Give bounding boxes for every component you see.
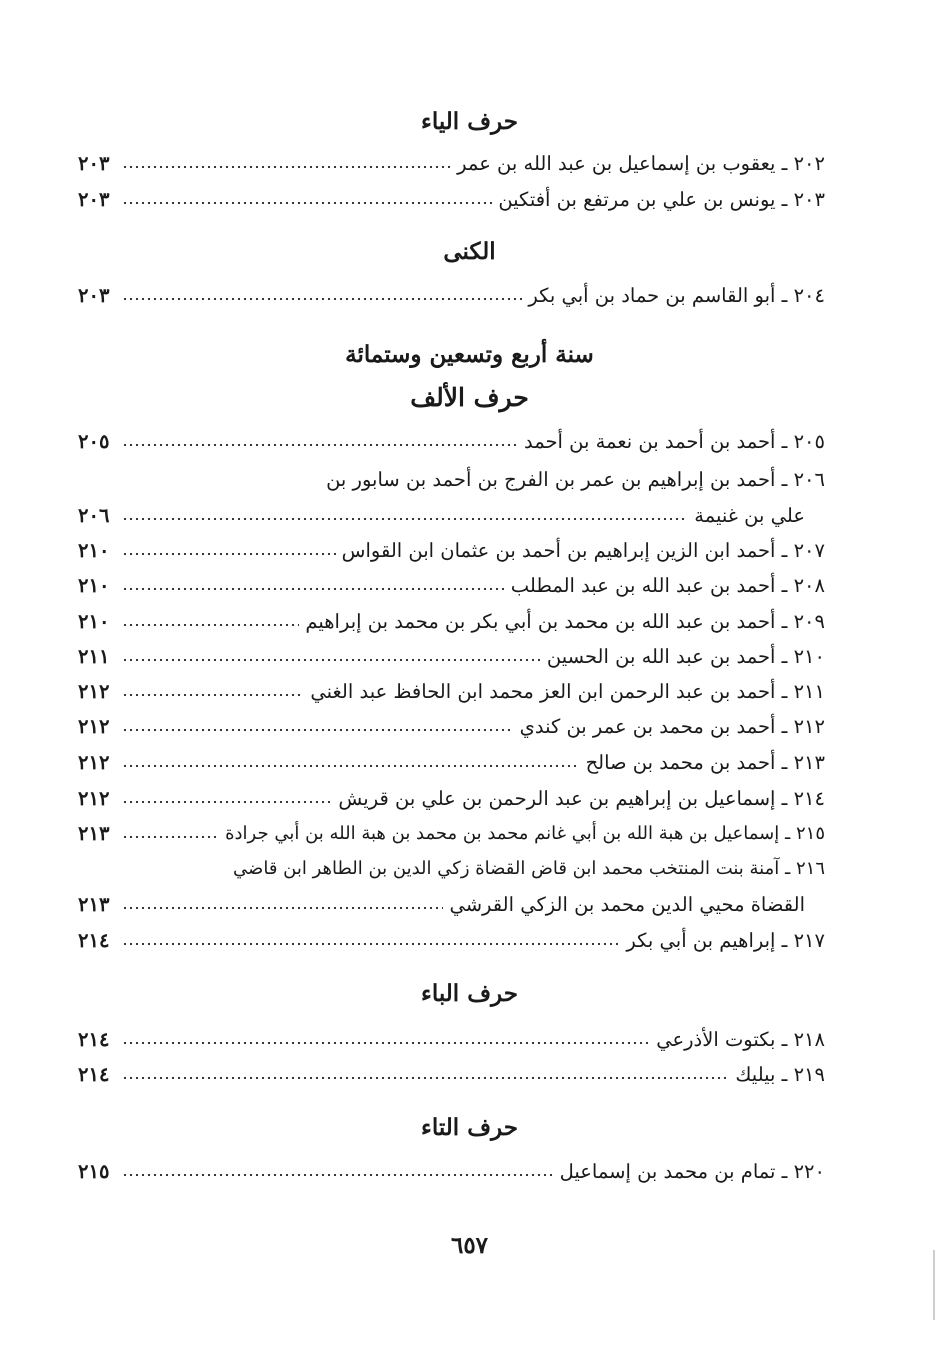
entry-title: ٢١٦ ـ آمنة بنت المنتخب محمد ابن قاض القضاة زكي الدين بن الطاهر ابن قاضي (233, 858, 825, 879)
section-heading-ya: حرف الياء (421, 108, 518, 135)
entry-page: ٢٠٣ (78, 152, 110, 175)
entry-page: ٢٠٥ (78, 430, 110, 453)
entry-page: ٢١٠ (78, 574, 110, 597)
entry-title: ٢١٤ ـ إسماعيل بن إبراهيم بن عبد الرحمن بن علي بن قريش (338, 787, 825, 810)
entry-page: ٢١٤ (78, 1028, 110, 1051)
section-heading-alif: حرف الألف (410, 383, 529, 412)
entry-title: ٢١٢ ـ أحمد بن محمد بن عمر بن كندي (519, 715, 825, 738)
dot-leader (122, 904, 443, 912)
dot-leader (122, 656, 541, 664)
entry-page: ٢١٣ (78, 822, 110, 845)
entry-title: ٢١٨ ـ بكتوت الأذرعي (656, 1028, 825, 1051)
page-number: ٦٥٧ (450, 1232, 489, 1259)
toc-entry-212 (78, 711, 825, 743)
entry-title: ٢٠٣ ـ يونس بن علي بن مرتفع بن أفتكين (498, 188, 825, 211)
section-heading-ta: حرف التاء (421, 1114, 518, 1141)
dot-leader (122, 441, 518, 449)
toc-entry-210 (78, 641, 825, 673)
dot-leader (122, 940, 620, 948)
toc-entry-206 (150, 464, 825, 496)
toc-entry-215 (78, 818, 825, 850)
entry-page: ٢٠٣ (78, 284, 110, 307)
entry-page: ٢١٢ (78, 715, 110, 738)
dot-leader (122, 762, 580, 770)
entry-title: ٢١٥ ـ إسماعيل بن هبة الله بن أبي غانم محمد بن محمد بن هبة الله بن أبي جرادة (225, 823, 825, 844)
entry-title: ٢٢٠ ـ تمام بن محمد بن إسماعيل (559, 1160, 825, 1183)
entry-page: ٢١٢ (78, 751, 110, 774)
entry-title: ٢٠٧ ـ أحمد ابن الزين إبراهيم بن أحمد بن عثمان ابن القواس (341, 539, 825, 562)
toc-entry-219 (78, 1059, 825, 1091)
entry-title-continued: القضاة محيي الدين محمد بن الزكي القرشي (449, 893, 805, 916)
entry-title-continued: علي بن غنيمة (694, 504, 805, 527)
toc-entry-217 (78, 925, 825, 957)
toc-entry-209 (78, 606, 825, 638)
dot-leader (122, 621, 299, 629)
entry-page: ٢١٠ (78, 539, 110, 562)
section-heading-kuna: الكنى (443, 238, 496, 265)
entry-page: ٢١١ (78, 645, 110, 668)
toc-entry-202 (78, 148, 825, 180)
dot-leader (122, 1039, 650, 1047)
dot-leader (122, 163, 451, 171)
dot-leader (122, 199, 492, 207)
dot-leader (122, 833, 219, 841)
dot-leader (122, 585, 505, 593)
toc-entry-218 (78, 1024, 825, 1056)
toc-entry-211 (78, 676, 825, 708)
entry-page: ٢٠٣ (78, 188, 110, 211)
toc-entry-203 (78, 184, 825, 216)
toc-entry-216 (120, 853, 825, 885)
toc-entry-204 (78, 280, 825, 312)
entry-title: ٢١٠ ـ أحمد بن عبد الله بن الحسين (546, 645, 825, 668)
dot-leader (122, 691, 304, 699)
toc-entry-207 (78, 535, 825, 567)
entry-title: ٢١٧ ـ إبراهيم بن أبي بكر (626, 929, 825, 952)
toc-entry-214 (78, 783, 825, 815)
entry-title: ٢١١ ـ أحمد بن عبد الرحمن ابن العز محمد ابن الحافظ عبد الغني (310, 680, 825, 703)
entry-title: ٢٠٩ ـ أحمد بن عبد الله بن محمد بن أبي بكر بن محمد بن إبراهيم (305, 610, 825, 633)
entry-title: ٢١٣ ـ أحمد بن محمد بن صالح (585, 751, 825, 774)
toc-entry-216-continued (78, 889, 825, 921)
dot-leader (122, 798, 332, 806)
dot-leader (122, 515, 688, 523)
section-heading-ba: حرف الباء (421, 980, 518, 1007)
entry-page: ٢٠٦ (78, 504, 110, 527)
dot-leader (122, 1074, 729, 1082)
year-heading: سنة أربع وتسعين وستمائة (345, 341, 594, 368)
entry-page: ٢١٤ (78, 1063, 110, 1086)
entry-page: ٢١٠ (78, 610, 110, 633)
toc-entry-213 (78, 747, 825, 779)
dot-leader (122, 726, 514, 734)
toc-entry-205 (78, 426, 825, 458)
dot-leader (122, 550, 336, 558)
entry-title: ٢٠٤ ـ أبو القاسم بن حماد بن أبي بكر (528, 284, 825, 307)
toc-entry-208 (78, 570, 825, 602)
page-edge-shadow (933, 1250, 935, 1320)
entry-page: ٢١٣ (78, 893, 110, 916)
toc-entry-220 (78, 1156, 825, 1188)
toc-entry-206-continued (78, 500, 825, 532)
dot-leader (122, 295, 522, 303)
entry-title: ٢٠٥ ـ أحمد بن أحمد بن نعمة بن أحمد (523, 430, 825, 453)
entry-page: ٢١٢ (78, 680, 110, 703)
entry-page: ٢١٥ (78, 1160, 110, 1183)
entry-page: ٢١٤ (78, 929, 110, 952)
entry-title: ٢٠٨ ـ أحمد بن عبد الله بن عبد المطلب (510, 574, 825, 597)
entry-title: ٢٠٢ ـ يعقوب بن إسماعيل بن عبد الله بن عمر (457, 152, 825, 175)
entry-title: ٢١٩ ـ بيليك (735, 1063, 825, 1086)
dot-leader (122, 1171, 554, 1179)
entry-title: ٢٠٦ ـ أحمد بن إبراهيم بن عمر بن الفرج بن أحمد بن سابور بن (326, 468, 825, 491)
entry-page: ٢١٢ (78, 787, 110, 810)
